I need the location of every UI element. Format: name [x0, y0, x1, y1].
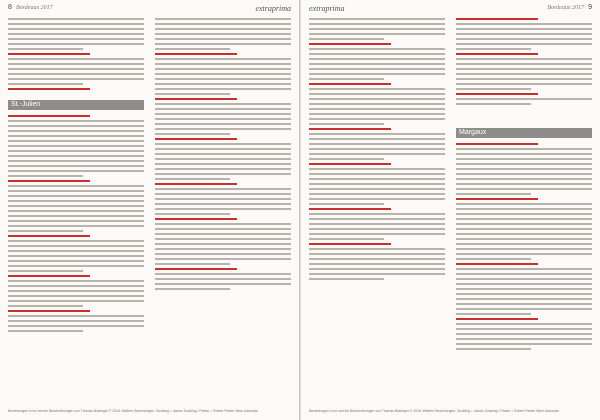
right-running-label: Bordeaux 2017 [547, 5, 584, 11]
left-page-header [8, 4, 291, 16]
right-col1-text [309, 18, 445, 283]
left-running-label: Bordeaux 2017 [16, 5, 53, 11]
section-heading-margaux: Margaux [456, 128, 592, 138]
left-running-brand: extraprima [255, 4, 291, 13]
right-page-number: 9 [588, 4, 592, 11]
right-column-2 [456, 18, 592, 406]
left-page-columns [8, 18, 291, 406]
left-page-number: 8 [8, 4, 12, 11]
right-page [301, 0, 600, 420]
right-running-brand: extraprima [309, 4, 345, 13]
left-column-1 [8, 18, 144, 406]
left-page [0, 0, 299, 420]
left-col1-text-block-1 [8, 18, 144, 93]
left-col1-text-block-2 [8, 115, 144, 335]
right-page-header [309, 4, 592, 16]
section-heading-st-julien: St.-Julien [8, 100, 144, 110]
right-page-footer [309, 409, 592, 417]
right-footer-credit: Bewertungen in ist und die Beschreibungen von Thomas Brabeger © 2018. Weitere Bewertungen: Suckling = James Suckling / Parker = Robert Parker Wine Advocate [309, 409, 559, 413]
right-col2-text-block-1 [456, 18, 592, 108]
left-col2-text [155, 18, 291, 293]
left-column-2 [155, 18, 291, 406]
right-col2-text-block-2 [456, 143, 592, 353]
right-column-1 [309, 18, 445, 406]
right-page-columns [309, 18, 592, 406]
left-footer-credit: Bewertungen in ist und die Beschreibungen von Thomas Brabeger © 2018. Weitere Bewertungen: Suckling = James Suckling / Parker = Robert Parker Wine Advocate [8, 409, 258, 413]
left-page-footer [8, 409, 291, 417]
